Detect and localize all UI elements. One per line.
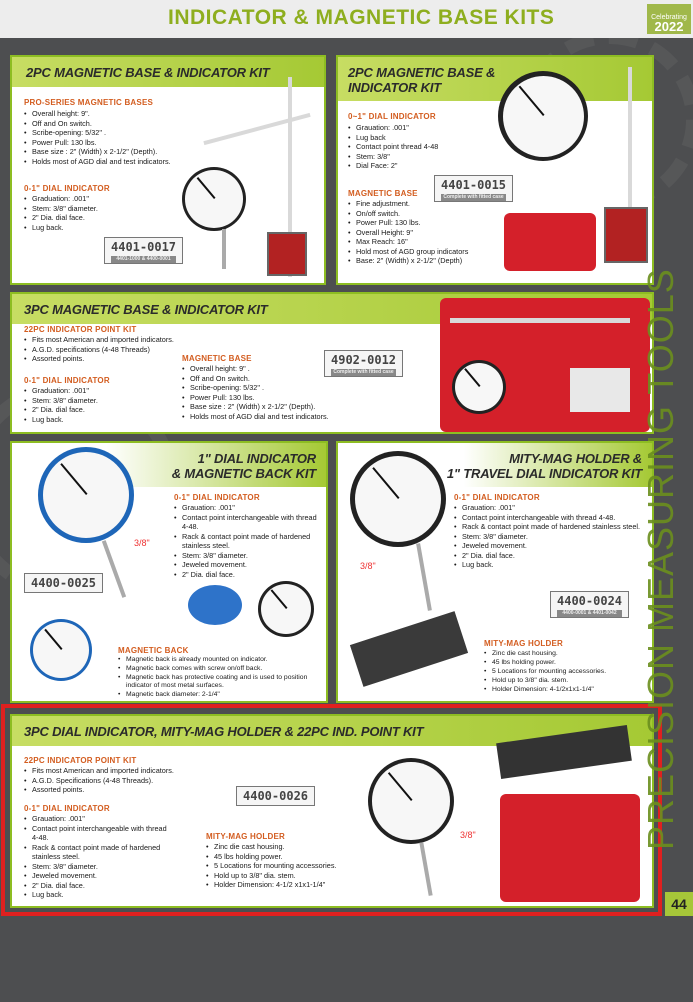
card-title: 2PC MAGNETIC BASE & INDICATOR KIT [348, 65, 496, 95]
dimension-label: 3/8" [134, 538, 150, 548]
product-card-4400-0024[interactable] [336, 441, 654, 703]
section-heading: 22PC INDICATOR POINT KIT [24, 325, 137, 334]
fitted-case-image [504, 213, 596, 271]
dimension-label: 3/8" [460, 830, 476, 840]
section-heading: MAGNETIC BACK [118, 646, 189, 655]
section-heading: PRO-SERIES MAGNETIC BASES [24, 98, 154, 107]
product-card-4902-0012[interactable] [10, 292, 654, 434]
card-title: MITY-MAG HOLDER & 1" TRAVEL DIAL INDICATOR KIT [446, 451, 642, 481]
spec-list: • Grauation: .001" • Contact point interchangeable with thread 4-48. • Rack & contact point made of hardened stainless steel. • Stem: 3/8" diameter. • Jeweled movement. • 2" Dia. dial face. • Lug back. [24, 814, 174, 900]
side-label: PRECISION MEASURING TOOLS [640, 268, 681, 850]
card-title: 1" DIAL INDICATOR & MAGNETIC BACK KIT [171, 451, 316, 481]
spec-list: • Overall height: 9". • Off and On switch. • Scribe-opening: 5/32" . • Power Pull: 130 lbs. • Base size : 2" (Width) x 2-1/2" (Depth). • Holds most of AGD dial and test indicators. [24, 109, 224, 166]
magnetic-base-image [267, 232, 307, 276]
spec-list: • Grauation: .001" • Contact point interchangeable with thread 4-48. • Rack & contact point made of hardened stainless steel. • Stem: 3/8" diameter. • Jeweled movement. • 2" Dia. dial face. • Lug back. [454, 503, 644, 570]
product-card-4401-0017[interactable] [10, 55, 326, 285]
part-number: 4401-0017 4401-1000 & 4400-0001 [104, 237, 183, 264]
spec-list: • Graduation: .001" • Stem: 3/8" diameter. • 2" Dia. dial face. • Lug back. [24, 194, 174, 232]
magnetic-base-image [604, 207, 648, 263]
card-header [12, 57, 324, 87]
section-heading: 0-1" DIAL INDICATOR [454, 493, 540, 502]
spec-list: • Fits most American and imported indicators. • A.G.D. Specifications (4-48 Threads). • Assorted points. [24, 766, 224, 795]
dimension-label: 3/8" [360, 561, 376, 571]
selection-highlight [1, 704, 662, 916]
page-title: INDICATOR & MAGNETIC BASE KITS [168, 6, 555, 29]
section-heading: MITY-MAG HOLDER [206, 832, 285, 841]
dial-indicator-image [182, 167, 246, 231]
card-title: 3PC DIAL INDICATOR, MITY-MAG HOLDER & 22PC IND. POINT KIT [24, 724, 424, 739]
card-title: 3PC MAGNETIC BASE & INDICATOR KIT [24, 302, 268, 317]
section-heading: 0-1" DIAL INDICATOR [24, 376, 110, 385]
part-number: 4400-0025 [24, 573, 103, 593]
spec-list: • Magnetic back is already mounted on indicator. • Magnetic back comes with screw on/off back. • Magnetic back has protective coating and is used to position indicator of most metal surfaces. • Magnetic back diameter: 2-1/4" [118, 656, 328, 700]
dial-indicator-image [258, 581, 314, 637]
spec-list: • Graduation: .001" • Stem: 3/8" diameter. • 2" Dia. dial face. • Lug back. [24, 386, 174, 424]
part-number: 4401-0015 Complete with fitted case [434, 175, 513, 202]
spec-list: • Grauation: .001" • Contact point interchangeable with thread 4-48. • Rack & contact point made of hardened stainless steel. • Stem: 3/8" diameter. • Jeweled movement. • 2" Dia. dial face. [174, 503, 324, 579]
part-number: 4400-0026 [236, 786, 315, 806]
spec-list: • Fine adjustment. • On/off switch. • Power Pull: 130 lbs. • Overall Height: 9" • Max Reach: 16" • Hold most of AGD group indicators • Base: 2" (Width) x 2-1/2" (Depth) [348, 199, 508, 266]
section-heading: 0-1" DIAL INDICATOR [174, 493, 260, 502]
dial-indicator-image [498, 71, 588, 161]
dial-indicator-image [38, 447, 134, 543]
product-card-4400-0025[interactable] [10, 441, 328, 703]
mity-mag-holder-image [350, 611, 468, 687]
spec-list: • Zinc die cast housing. • 45 lbs holding power. • 5 Locations for mounting accessories. • Hold up to 3/8" dia. stem. • Holder Dimension: 4-1/2 x1x1-1/4" [206, 842, 376, 890]
dial-indicator-image [350, 451, 446, 547]
section-heading: MAGNETIC BASE [182, 354, 252, 363]
product-card-4401-0015[interactable] [336, 55, 654, 285]
anniversary-badge: Celebrating 2022 [647, 4, 691, 34]
magnetic-back-image [188, 585, 242, 625]
section-heading: 0-1" DIAL INDICATOR [24, 804, 110, 813]
part-number: 4902-0012 Complete with fitted case [324, 350, 403, 377]
fitted-case-image [440, 298, 650, 432]
page-header [0, 0, 693, 38]
spec-list: • Fits most American and imported indicators. • A.G.D. specifications (4-48 Threads) • Assorted points. [24, 335, 214, 364]
page-number: 44 [665, 892, 693, 916]
card-title: 2PC MAGNETIC BASE & INDICATOR KIT [26, 65, 270, 80]
section-heading: 22PC INDICATOR POINT KIT [24, 756, 137, 765]
section-heading: 0~1" DIAL INDICATOR [348, 112, 436, 121]
spec-list: • Zinc die cast housing. • 45 lbs holding power. • 5 Locations for mounting accessories. • Hold up to 3/8" dia. stem. • Holder Dimension: 4-1/2x1x1-1/4" [484, 649, 652, 694]
section-heading: 0-1" DIAL INDICATOR [24, 184, 110, 193]
spec-list: • Overall height: 9" . • Off and On switch. • Scribe-opening: 5/32" . • Power Pull: 130 lbs. • Base size : 2" (Width) x 2-1/2" (Depth). • Holds most of AGD dial and test indicators. [182, 364, 382, 421]
section-heading: MITY-MAG HOLDER [484, 639, 563, 648]
card-header [338, 57, 652, 101]
section-heading: MAGNETIC BASE [348, 189, 418, 198]
part-number: 4400-0024 4400-0001 & 4401-0042 [550, 591, 629, 618]
dial-indicator-image [30, 619, 92, 681]
spec-list: • Grauation: .001" • Lug back • Contact point thread 4-48 • Stem: 3/8" • Dial Face: 2" [348, 123, 498, 171]
